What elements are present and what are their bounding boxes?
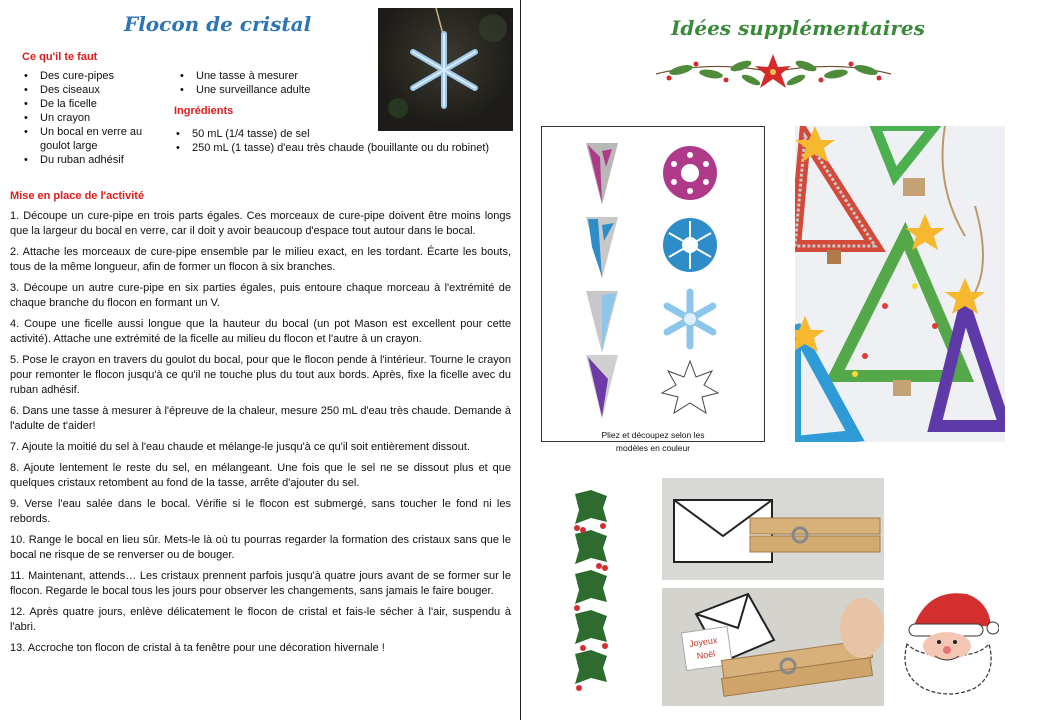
step-paragraph: 11. Maintenant, attends… Les cristaux prennent parfois jusqu'à quatre jours avant de se former sur le flocon. Regarde le bocal tous les jours pour observer les changements, sans jamais le faire bouger. [10,570,511,597]
crystal-snowflake-photo [378,8,513,131]
template-caption: Pliez et découpez selon les modèles en couleur [601,430,705,453]
holly-border-icon [569,488,615,694]
envelope-clothespin-photo-2 [662,588,884,706]
ingredients-list [174,127,494,155]
list-item: • De la ficelle [22,97,162,111]
popsicle-trees-photo [795,126,1005,442]
steps-heading: Mise en place de l'activité [10,190,145,202]
list-item: • Un bocal en verre au goulot large [22,125,162,153]
section-title: Idées supplémentaires [671,16,925,40]
ingredients-heading: Ingrédients [174,105,234,117]
folded-template-blue [586,217,618,279]
list-item: • Des cure-pipes [22,69,162,83]
step-paragraph: 7. Ajoute la moitié du sel à l'eau chaude et mélange-le jusqu'à ce qu'il soit entièrement dissout. [10,441,471,453]
list-item: • Une tasse à mesurer [178,69,378,83]
snowflake-magenta [663,146,717,200]
step-paragraph: 2. Attache les morceaux de cure-pipe ensemble par le milieu exact, en les tordant. Écarte les bouts, tous de la même longueur, afin de former un flocon à six branches. [10,246,511,273]
santa-icon [899,584,999,696]
step-paragraph: 13. Accroche ton flocon de cristal à ta fenêtre pour une décoration hivernale ! [10,642,385,654]
step-paragraph: 12. Après quatre jours, enlève délicatement le flocon de cristal et fais-le sécher à l'air, suspendu à l'abri. [10,606,511,633]
list-item: • Une surveillance adulte [178,83,378,97]
snowflake-templates [541,126,765,453]
snowflake-blue [663,218,717,272]
list-item: • 50 mL (1/4 tasse) de sel [174,127,494,141]
step-paragraph: 6. Dans une tasse à mesurer à l'épreuve de la chaleur, mesure 250 mL d'eau très chaude. Demande à l'adulte de t'aider! [10,405,511,432]
needs-list-2 [178,69,378,97]
step-paragraph: 8. Ajoute lentement le reste du sel, en mélangeant. Une fois que le sel ne se dissout plus et que quelques cristaux retombent au fond de la tasse, arrête d'ajouter du sel. [10,462,511,489]
snowflake-outline [662,361,718,413]
folded-template-lightblue [586,291,618,353]
step-paragraph: 1. Découpe un cure-pipe en trois parts égales. Ces morceaux de cure-pipe doivent être moins longs que la largeur du bocal en verre, car il doit y avoir beaucoup d'espace tout autour dans le bocal. [10,210,511,237]
needs-list-1 [22,69,162,167]
needs-heading: Ce qu'il te faut [22,51,98,63]
step-paragraph: 9. Verse l'eau salée dans le bocal. Vérifie si le flocon est submergé, sans toucher le fond ni les rebords. [10,498,511,525]
folded-template-purple [586,355,618,419]
list-item: • Des ciseaux [22,83,162,97]
tag-text: Joyeux [688,635,718,649]
folded-template-magenta [586,143,618,205]
snowflake-lightblue [667,292,713,346]
tag-text: Noël [696,648,716,662]
right-page [521,0,1040,720]
step-paragraph: 4. Coupe une ficelle aussi longue que la hauteur du bocal (un pot Mason est excellent pour cette activité). Attache une extrémité de la ficelle au milieu du flocon et l'autre à un crayon. [10,318,511,345]
holly-garland-icon [651,52,896,94]
steps-list [10,209,511,662]
step-paragraph: 5. Pose le crayon en travers du goulot du bocal, pour que le flocon pende à l'intérieur. Tourne le crayon pour remonter le flocon jusqu'à ce qu'il ne touche plus du tout aux bords. Après, fixe la ficelle avec du ruban adhésif. [10,354,511,396]
envelope-clothespin-photo-1 [662,478,884,580]
step-paragraph: 3. Découpe un autre cure-pipe en six parties égales, puis entoure chaque morceau à l'extrémité de chaque branche du flocon en formant un V. [10,282,511,309]
list-item: • Du ruban adhésif [22,153,162,167]
page-title: Flocon de cristal [124,12,312,36]
list-item: • Un crayon [22,111,162,125]
step-paragraph: 10. Range le bocal en lieu sûr. Mets-le là où tu pourras regarder la formation des cristaux sans que le bocal ne risque de se renverser ou de bouger. [10,534,511,561]
list-item: • 250 mL (1 tasse) d'eau très chaude (bouillante ou du robinet) [174,141,494,155]
